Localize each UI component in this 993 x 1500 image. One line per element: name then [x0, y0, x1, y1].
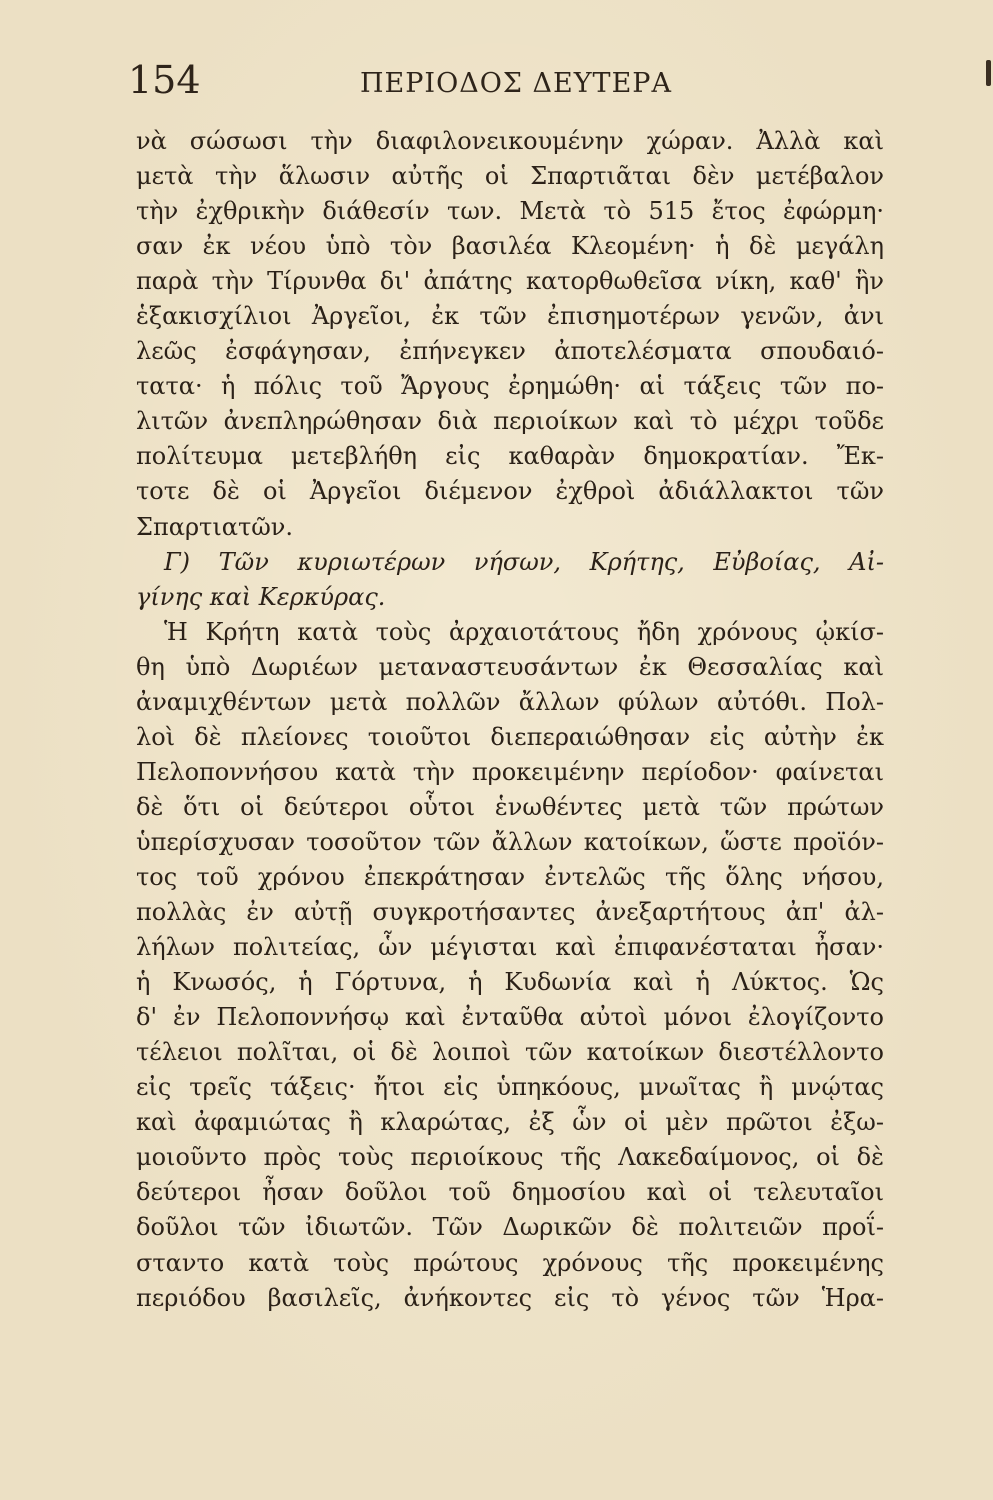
- text-line: ἑξακισχίλιοι Ἀργεῖοι, ἐκ τῶν ἐπισημοτέρων γενῶν, ἀνι: [136, 302, 884, 331]
- text-line: λιτῶν ἀνεπληρώθησαν διὰ περιοίκων καὶ τὸ μέχρι τοῦδε: [136, 407, 884, 436]
- text-line: Σπαρτιατῶν.: [136, 512, 294, 541]
- page-edge-mark: [986, 60, 991, 86]
- page-header: [128, 56, 888, 104]
- text-line: μοιοῦντο πρὸς τοὺς περιοίκους τῆς Λακεδαίμονος, οἱ δὲ: [136, 1143, 884, 1172]
- page-number: 154: [128, 58, 201, 102]
- text-line: δ' ἐν Πελοποννήσῳ καὶ ἐνταῦθα αὐτοὶ μόνοι ἐλογίζοντο: [136, 1003, 884, 1032]
- text-line: πολίτευμα μετεβλήθη εἰς καθαρὰν δημοκρατίαν. Ἔκ-: [136, 442, 884, 471]
- text-line: καὶ ἀφαμιώτας ἢ κλαρώτας, ἐξ ὧν οἱ μὲν πρῶτοι ἐξω-: [136, 1108, 884, 1137]
- text-line: δεύτεροι ἦσαν δοῦλοι τοῦ δημοσίου καὶ οἱ τελευταῖοι: [136, 1178, 884, 1207]
- text-line: πολλὰς ἐν αὐτῇ συγκροτήσαντες ἀνεξαρτήτους ἀπ' ἀλ-: [136, 898, 884, 927]
- text-line: τὴν ἐχθρικὴν διάθεσίν των. Μετὰ τὸ 515 ἔτος ἐφώρμη·: [136, 197, 884, 226]
- text-line: νὰ σώσωσι τὴν διαφιλονεικουμένην χώραν. Ἀλλὰ καὶ: [136, 127, 884, 155]
- text-line: ἀναμιχθέντων μετὰ πολλῶν ἄλλων φύλων αὐτόθι. Πολ-: [136, 687, 884, 716]
- text-line: μετὰ τὴν ἅλωσιν αὐτῆς οἱ Σπαρτιᾶται δὲν μετέβαλον: [136, 162, 884, 191]
- body-text: [136, 124, 884, 1316]
- text-line: τέλειοι πολῖται, οἱ δὲ λοιποὶ τῶν κατοίκων διεστέλλοντο: [136, 1038, 884, 1067]
- text-line: παρὰ τὴν Τίρυνθα δι' ἀπάτης κατορθωθεῖσα νίκη, καθ' ἣν: [136, 267, 884, 296]
- section-heading: Γ) Τῶν κυριωτέρων νήσων, Κρήτης, Εὐβοίας, Αἰ-: [164, 547, 884, 576]
- text-line: δὲ ὅτι οἱ δεύτεροι οὗτοι ἑνωθέντες μετὰ τῶν πρώτων: [136, 792, 884, 821]
- text-line: τατα· ἡ πόλις τοῦ Ἄργους ἐρημώθη· αἱ τάξεις τῶν πο-: [136, 372, 884, 401]
- text-line: ὑπερίσχυσαν τοσοῦτον τῶν ἄλλων κατοίκων, ὥστε προϊόν-: [136, 827, 884, 856]
- text-line: ἡ Κνωσός, ἡ Γόρτυνα, ἡ Κυδωνία καὶ ἡ Λύκτος. Ὡς: [136, 968, 884, 997]
- text-line: σαν ἐκ νέου ὑπὸ τὸν βασιλέα Κλεομένη· ἡ δὲ μεγάλη: [136, 232, 884, 261]
- text-line: τοτε δὲ οἱ Ἀργεῖοι διέμενον ἐχθροὶ ἀδιάλλακτοι τῶν: [136, 477, 884, 506]
- section-heading-continued: γίνης καὶ Κερκύρας.: [136, 582, 386, 611]
- text-line: θη ὑπὸ Δωριέων μεταναστευσάντων ἐκ Θεσσαλίας καὶ: [136, 652, 884, 681]
- text-line: Πελοποννήσου κατὰ τὴν προκειμένην περίοδον· φαίνεται: [136, 757, 884, 786]
- text-line: λήλων πολιτείας, ὧν μέγισται καὶ ἐπιφανέσταται ἦσαν·: [136, 933, 884, 962]
- text-line: περιόδου βασιλεῖς, ἀνήκοντες εἰς τὸ γένος τῶν Ἡρα-: [136, 1283, 884, 1312]
- text-line: εἰς τρεῖς τάξεις· ἤτοι εἰς ὑπηκόους, μνωῖτας ἢ μνῴτας: [136, 1073, 884, 1102]
- text-line: σταντο κατὰ τοὺς πρώτους χρόνους τῆς προκειμένης: [136, 1248, 884, 1277]
- text-line: Ἡ Κρήτη κατὰ τοὺς ἀρχαιοτάτους ἤδη χρόνους ᾠκίσ-: [164, 617, 884, 646]
- text-line: τος τοῦ χρόνου ἐπεκράτησαν ἐντελῶς τῆς ὅλης νήσου,: [136, 862, 884, 891]
- text-line: λεῶς ἐσφάγησαν, ἐπήνεγκεν ἀποτελέσματα σπουδαιό-: [136, 337, 884, 366]
- text-line: λοὶ δὲ πλείονες τοιοῦτοι διεπεραιώθησαν εἰς αὐτὴν ἐκ: [136, 722, 884, 751]
- text-line: δοῦλοι τῶν ἰδιωτῶν. Τῶν Δωρικῶν δὲ πολιτειῶν προΐ-: [136, 1213, 884, 1242]
- running-head: ΠΕΡΙΟΔΟΣ ΔΕΥΤΕΡΑ: [360, 68, 672, 99]
